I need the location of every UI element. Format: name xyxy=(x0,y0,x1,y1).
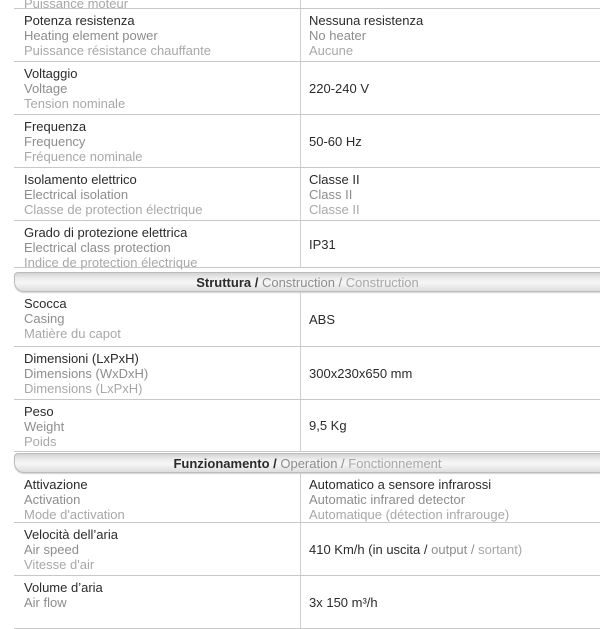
value-en: output / xyxy=(431,541,479,557)
label-cell xyxy=(14,168,300,220)
label-fr: Poids xyxy=(24,434,57,449)
value-cell xyxy=(300,221,600,267)
value-cell xyxy=(300,400,600,451)
label-fr: Classe de protection électrique xyxy=(24,202,203,217)
value-en: Automatic infrared detector xyxy=(309,492,466,507)
value-cell xyxy=(300,523,600,575)
value-fr: Classe II xyxy=(309,202,360,217)
label-cell xyxy=(14,221,300,270)
label-fr: Vitesse d'air xyxy=(24,557,95,572)
value-cell xyxy=(300,576,600,628)
value: 220-240 V xyxy=(309,80,369,96)
value: ABS xyxy=(309,311,336,327)
value-cell xyxy=(300,473,600,522)
value-fr: Automatique (détection infrarouge) xyxy=(309,507,510,522)
table-row-class-protection xyxy=(14,221,600,268)
value-fr: sortant) xyxy=(478,541,523,557)
label-fr: Puissance moteur xyxy=(24,0,129,11)
section-title-it: Funzionamento / xyxy=(173,455,281,471)
label-it: Velocità dell’aria xyxy=(24,527,118,542)
label-cell xyxy=(14,62,300,114)
label-fr: Dimensions (LxPxH) xyxy=(24,381,143,396)
value-cell xyxy=(300,292,600,346)
value: 3x 150 m³/h xyxy=(309,594,378,610)
section-title-it: Struttura / xyxy=(196,274,262,290)
value-fr: Aucune xyxy=(309,43,354,58)
label-en: Voltage xyxy=(24,81,68,96)
label-en: Casing xyxy=(24,311,65,326)
value-cell xyxy=(300,168,600,220)
table-row-partial-top xyxy=(14,0,600,9)
label-cell xyxy=(14,473,300,522)
label-cell xyxy=(14,115,300,167)
label-it: Voltaggio xyxy=(24,66,78,81)
table-row-heating-power xyxy=(14,9,600,62)
table-row-air-speed xyxy=(14,523,600,576)
label-fr: Matière du capot xyxy=(24,326,121,341)
value-mixed xyxy=(309,542,522,557)
value-cell xyxy=(300,9,600,61)
label-cell xyxy=(14,292,300,346)
label-it: Dimensioni (LxPxH) xyxy=(24,351,139,366)
label-cell xyxy=(14,576,300,628)
value-it: Classe II xyxy=(309,172,360,187)
value: 50-60 Hz xyxy=(309,133,362,149)
table-row-air-flow xyxy=(14,576,600,629)
label-en: Electrical isolation xyxy=(24,187,129,202)
label-en: Weight xyxy=(24,419,65,434)
value: 300x230x650 mm xyxy=(309,365,413,381)
section-title-fr: Fonctionnement xyxy=(348,455,442,471)
value-cell xyxy=(300,347,600,399)
table-row-weight xyxy=(14,400,600,452)
label-en: Air speed xyxy=(24,542,79,557)
table-row-casing xyxy=(14,292,600,347)
section-title-en: Construction / xyxy=(261,274,346,290)
section-header-construction xyxy=(14,272,600,292)
label-it: Grado di protezione elettrica xyxy=(24,225,188,240)
label-fr: Fréquence nominale xyxy=(24,149,143,164)
label-cell xyxy=(14,9,300,61)
label-cell xyxy=(14,400,300,451)
value-en: No heater xyxy=(309,28,367,43)
table-row-electrical-isolation xyxy=(14,168,600,221)
label-fr: Mode d'activation xyxy=(24,507,125,522)
label-fr: Indice de protection électrique xyxy=(24,255,198,270)
value-cell xyxy=(300,0,600,8)
value-en: Class II xyxy=(309,187,353,202)
label-it: Frequenza xyxy=(24,119,87,134)
value-it: Automatico a sensore infrarossi xyxy=(309,477,492,492)
section-header-operation xyxy=(14,453,600,473)
label-en: Air flow xyxy=(24,595,67,610)
label-it: Potenza resistenza xyxy=(24,13,135,28)
label-en: Heating element power xyxy=(24,28,158,43)
label-cell xyxy=(14,347,300,399)
label-it: Peso xyxy=(24,404,54,419)
value: IP31 xyxy=(309,236,336,252)
label-it: Scocca xyxy=(24,296,67,311)
table-row-dimensions xyxy=(14,347,600,400)
table-row-frequency xyxy=(14,115,600,168)
section-title-fr: Construction xyxy=(345,274,419,290)
label-en: Dimensions (WxDxH) xyxy=(24,366,149,381)
label-it: Isolamento elettrico xyxy=(24,172,137,187)
value: 9,5 Kg xyxy=(309,418,347,433)
label-cell xyxy=(14,0,300,11)
value-it: Nessuna resistenza xyxy=(309,13,424,28)
label-en: Electrical class protection xyxy=(24,240,171,255)
label-it: Volume d’aria xyxy=(24,580,103,595)
value-cell xyxy=(300,115,600,167)
label-it: Attivazione xyxy=(24,477,88,492)
section-title-en: Operation / xyxy=(280,455,349,471)
value-it: 410 Km/h (in uscita / xyxy=(309,541,432,557)
label-en: Activation xyxy=(24,492,81,507)
table-row-voltage xyxy=(14,62,600,115)
label-en: Frequency xyxy=(24,134,86,149)
label-fr: Tension nominale xyxy=(24,96,126,111)
value-cell xyxy=(300,62,600,114)
table-row-activation xyxy=(14,473,600,523)
label-cell xyxy=(14,523,300,575)
label-fr: Puissance résistance chauffante xyxy=(24,43,211,58)
